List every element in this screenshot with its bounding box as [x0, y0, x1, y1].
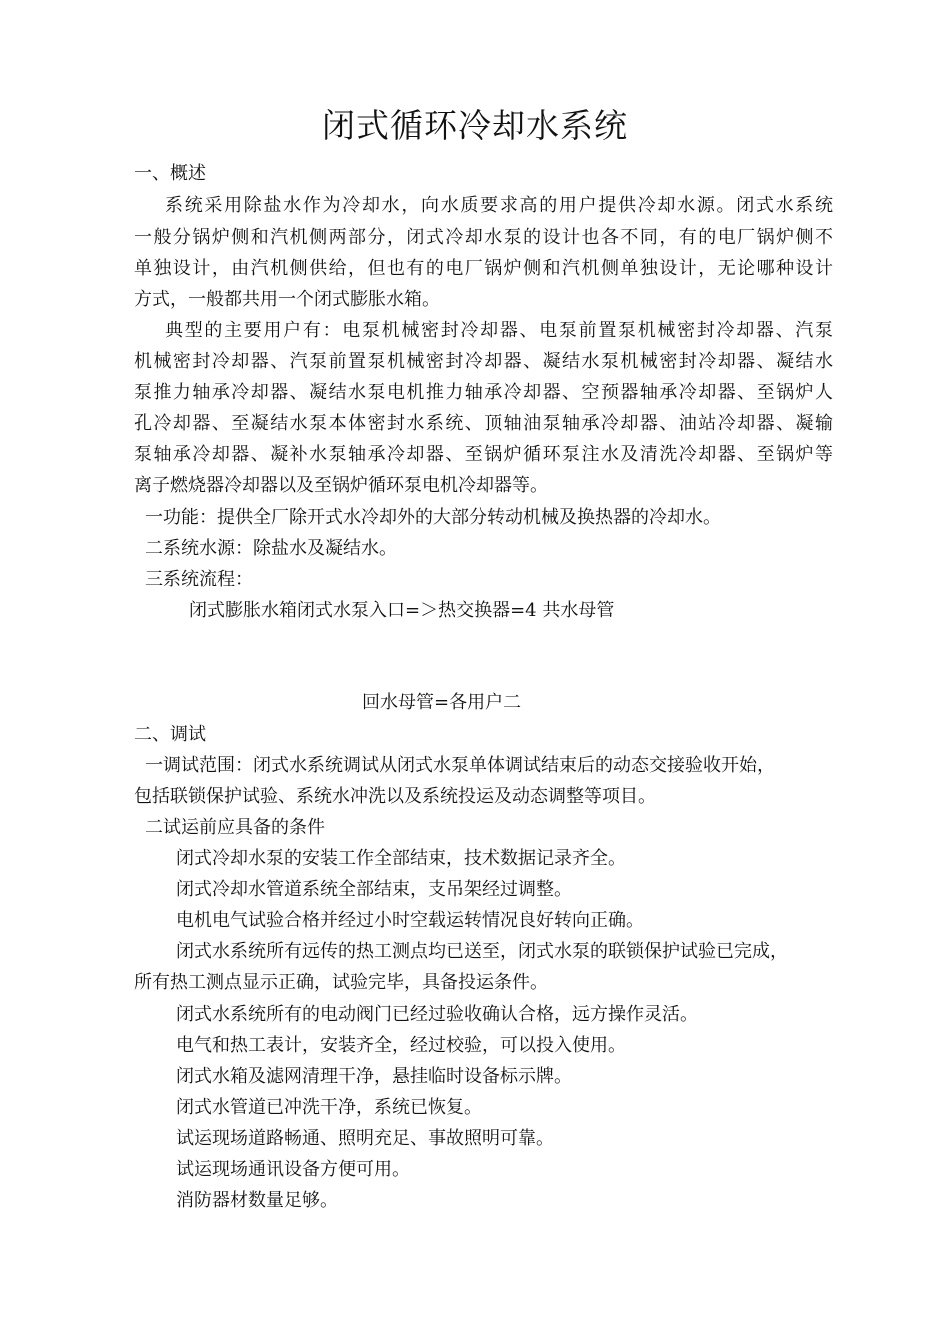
flow-line: 闭式膨胀水箱闭式水泵入口=＞热交换器=4 共水母管	[189, 600, 615, 621]
water-source-line: 二系统水源：除盐水及凝结水。	[145, 538, 397, 559]
paragraph-line: 泵轴承冷却器、凝补水泵轴承冷却器、至锅炉循环泵注水及清洗冷却器、至锅炉等	[134, 444, 833, 465]
condition-item: 试运现场通讯设备方便可用。	[176, 1159, 410, 1180]
condition-item: 闭式水箱及滤网清理干净，悬挂临时设备标示牌。	[176, 1066, 572, 1087]
section-heading-commissioning: 二、调试	[134, 724, 206, 745]
condition-item: 消防器材数量足够。	[176, 1190, 338, 1211]
paragraph-line: 方式，一般都共用一个闭式膨胀水箱。	[134, 289, 440, 310]
condition-item: 闭式水管道已冲洗干净，系统已恢复。	[176, 1097, 482, 1118]
section-heading-overview: 一、概述	[134, 163, 206, 184]
document-title: 闭式循环冷却水系统	[322, 106, 628, 145]
flow-line: 回水母管=各用户二	[362, 692, 522, 713]
condition-item: 闭式水系统所有远传的热工测点均已送至，闭式水泵的联锁保护试验已完成，	[176, 941, 788, 962]
paragraph-line: 泵推力轴承冷却器、凝结水泵电机推力轴承冷却器、空预器轴承冷却器、至锅炉人	[134, 382, 833, 403]
function-line: 一功能：提供全厂除开式水冷却外的大部分转动机械及换热器的冷却水。	[145, 507, 721, 528]
condition-item: 闭式水系统所有的电动阀门已经过验收确认合格，远方操作灵活。	[176, 1004, 698, 1025]
condition-item: 闭式冷却水管道系统全部结束，支吊架经过调整。	[176, 879, 572, 900]
paragraph-line: 机械密封冷却器、汽泵前置泵机械密封冷却器、凝结水泵机械密封冷却器、凝结水	[134, 351, 833, 372]
conditions-heading: 二试运前应具备的条件	[145, 817, 325, 838]
scope-line: 包括联锁保护试验、系统水冲洗以及系统投运及动态调整等项目。	[134, 786, 656, 807]
flow-heading: 三系统流程：	[145, 569, 253, 590]
condition-item: 电机电气试验合格并经过小时空载运转情况良好转向正确。	[176, 910, 644, 931]
condition-item: 所有热工测点显示正确，试验完毕，具备投运条件。	[134, 972, 548, 993]
condition-item: 电气和热工表计，安装齐全，经过校验，可以投入使用。	[176, 1035, 626, 1056]
paragraph-line: 单独设计，由汽机侧供给，但也有的电厂锅炉侧和汽机侧单独设计，无论哪种设计	[134, 258, 833, 279]
paragraph-line: 离子燃烧器冷却器以及至锅炉循环泵电机冷却器等。	[134, 475, 548, 496]
paragraph-line: 孔冷却器、至凝结水泵本体密封水系统、顶轴油泵轴承冷却器、油站冷却器、凝输	[134, 413, 833, 434]
paragraph-line: 一般分锅炉侧和汽机侧两部分，闭式冷却水泵的设计也各不同，有的电厂锅炉侧不	[134, 227, 833, 248]
paragraph-line: 典型的主要用户有：电泵机械密封冷却器、电泵前置泵机械密封冷却器、汽泵	[165, 320, 833, 341]
condition-item: 试运现场道路畅通、照明充足、事故照明可靠。	[176, 1128, 554, 1149]
scope-line: 一调试范围：闭式水系统调试从闭式水泵单体调试结束后的动态交接验收开始，	[145, 755, 775, 776]
paragraph-line: 系统采用除盐水作为冷却水，向水质要求高的用户提供冷却水源。闭式水系统	[165, 195, 833, 216]
condition-item: 闭式冷却水泵的安装工作全部结束，技术数据记录齐全。	[176, 848, 626, 869]
